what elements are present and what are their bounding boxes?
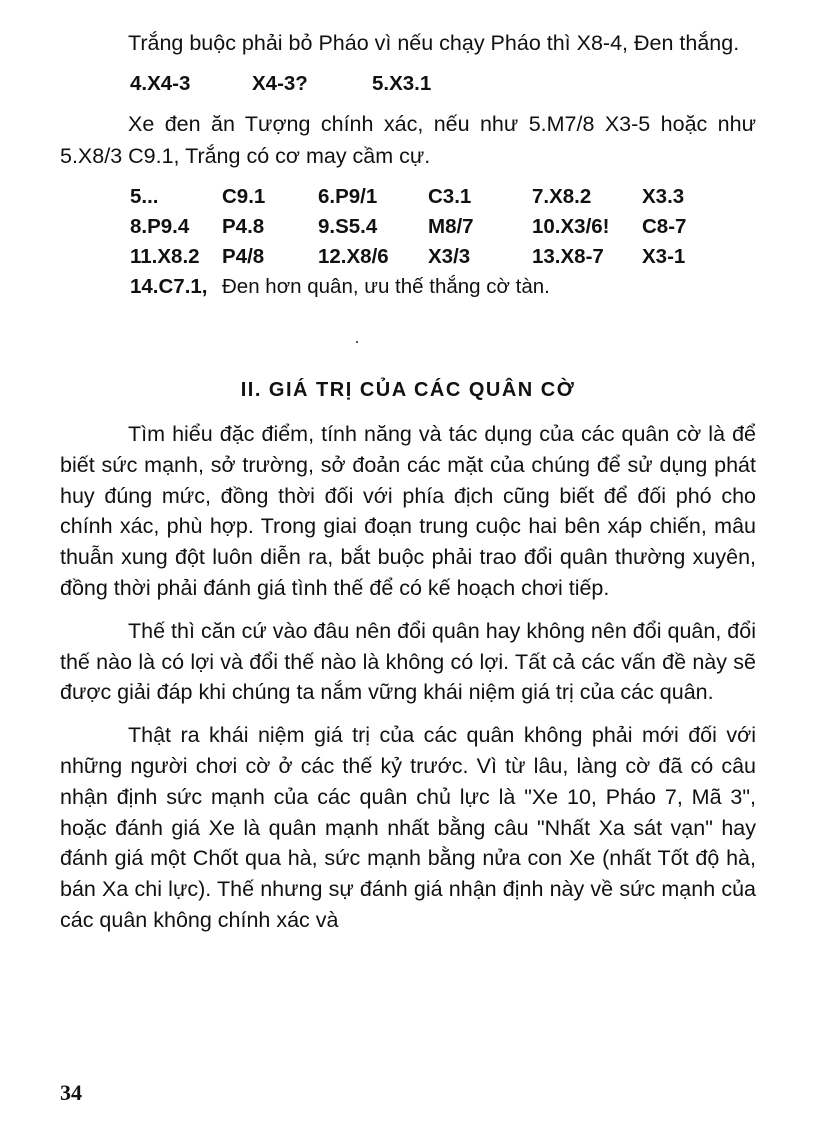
move: 5.X3.1	[372, 71, 432, 95]
page-number: 34	[60, 1080, 82, 1105]
section-title: II. GIÁ TRỊ CỦA CÁC QUÂN CỜ	[240, 379, 576, 401]
moves-row	[130, 242, 756, 272]
paragraph: Thật ra khái niệm giá trị của các quân không phải mới đối với những người chơi cờ ở các thế kỷ trước. Vì từ lâu, làng cờ đã có câu nhận định sức mạnh của các quân chủ lực là "Xe 10, Pháo 7, Mã 3", hoặc đánh giá Xe là quân mạnh nhất bằng câu "Nhất Xa sát vạn" hay đánh giá một Chốt qua hà, sức mạnh bằng nửa con Xe (nhất Tốt độ hà, bán Xa chi lực). Thế nhưng sự đánh giá nhận định này về sức mạnh của các quân không chính xác và	[60, 723, 756, 932]
move: P4/8	[222, 245, 265, 268]
paragraph-black-rook: Xe đen ăn Tượng chính xác, nếu như 5.M7/8 X3-5 hoặc như 5.X8/3 C9.1, Trắng có cơ may cầm cự.	[60, 112, 756, 168]
move: C3.1	[428, 185, 472, 208]
move: P4.8	[222, 215, 265, 238]
moves-row	[130, 212, 756, 242]
move: X4-3?	[252, 71, 308, 95]
speck-mark	[356, 341, 358, 343]
move: C8-7	[642, 215, 687, 238]
move: 10.X3/6!	[532, 215, 610, 238]
move: 13.X8-7	[532, 245, 604, 268]
move: X3-1	[642, 245, 686, 268]
moves-row	[130, 182, 756, 212]
move: 6.P9/1	[318, 185, 378, 208]
move: X3.3	[642, 185, 685, 208]
paragraph: Tìm hiểu đặc điểm, tính năng và tác dụng của các quân cờ là để biết sức mạnh, sở trường, sở đoản các mặt của chúng để sử dụng phát huy đúng mức, đồng thời đối với phía địch cũng biết để đối phó cho chính xác, phù hợp. Trong giai đoạn trung cuộc hai bên xáp chiến, mâu thuẫn xung đột luôn diễn ra, bắt buộc phải trao đổi quân thường xuyên, đồng thời phải đánh giá tình thế để có kế hoạch chơi tiếp.	[60, 422, 756, 600]
moves-final-row	[130, 272, 756, 302]
section-body	[60, 419, 756, 948]
move: 9.S5.4	[318, 215, 378, 238]
move: 4.X4-3	[130, 71, 191, 95]
move: C9.1	[222, 185, 266, 208]
move: 8.P9.4	[130, 215, 190, 238]
move: M8/7	[428, 215, 474, 238]
paragraph-white-gives-cannon: Trắng buộc phải bỏ Pháo vì nếu chạy Pháo thì X8-4, Đen thắng.	[128, 31, 740, 55]
moves-line	[60, 68, 756, 100]
move: X3/3	[428, 245, 471, 268]
move: 14.C7.1,	[130, 275, 208, 298]
move: 11.X8.2	[130, 245, 200, 268]
top-content	[60, 28, 756, 302]
move: 5...	[130, 185, 159, 208]
paragraph: Thế thì căn cứ vào đâu nên đổi quân hay không nên đổi quân, đổi thế nào là có lợi và đổi thế nào là không có lợi. Tất cả các vấn đề này sẽ được giải đáp khi chúng ta nắm vững khái niệm giá trị của các quân.	[60, 618, 756, 705]
move: 12.X8/6	[318, 245, 389, 268]
move: 7.X8.2	[532, 185, 592, 208]
moves-table	[60, 182, 756, 302]
move-comment: Đen hơn quân, ưu thế thắng cờ tàn.	[222, 275, 550, 298]
